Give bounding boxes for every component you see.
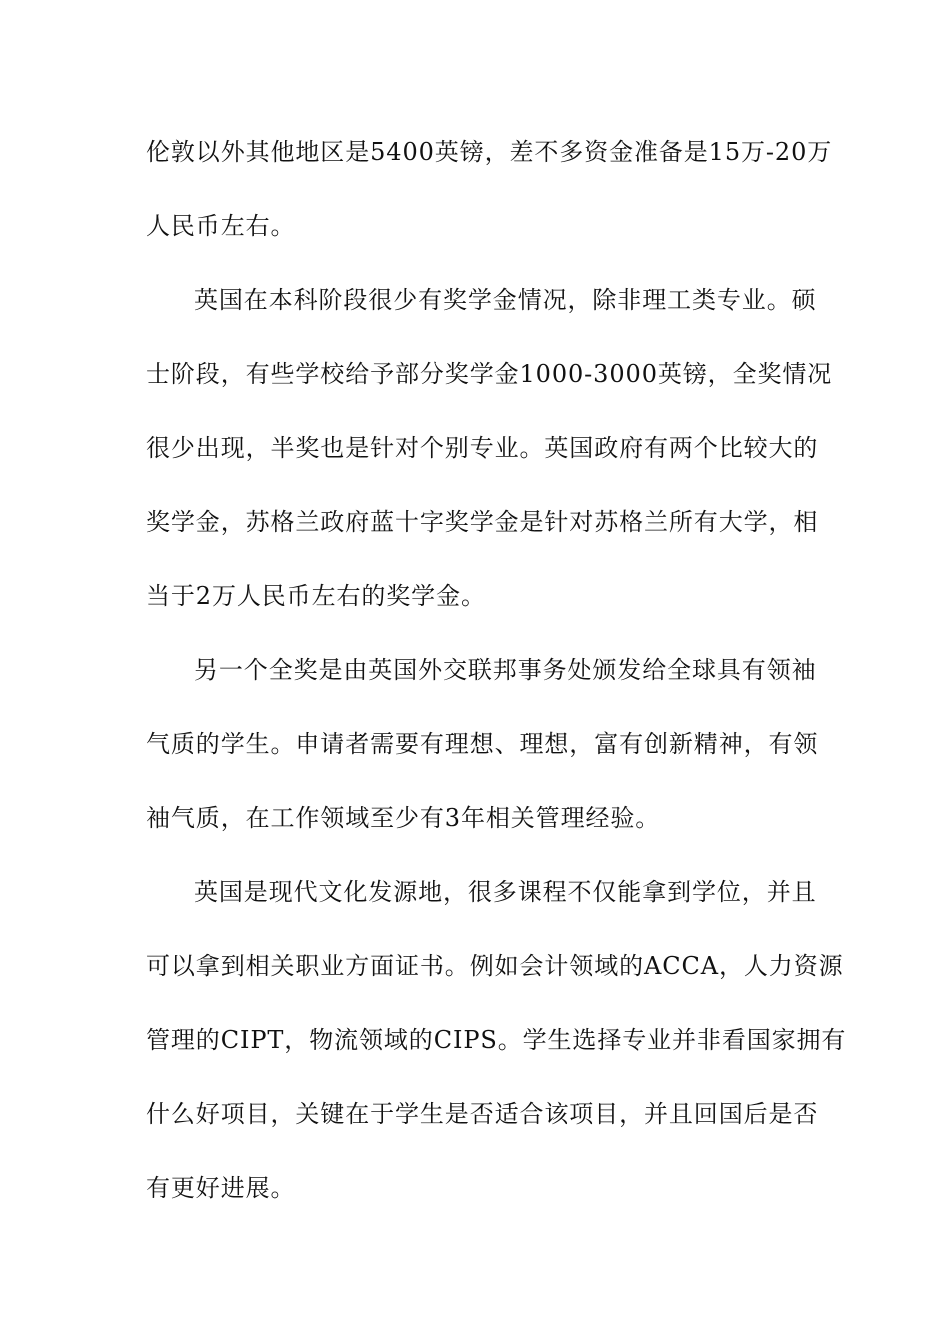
text-line: 很少出现，半奖也是针对个别专业。英国政府有两个比较大的 [146,434,819,462]
paragraph-first-line: 另一个全奖是由英国外交联邦事务处颁发给全球具有领袖 [194,656,817,684]
paragraph-first-line: 英国是现代文化发源地，很多课程不仅能拿到学位，并且 [194,878,817,906]
text-line: 士阶段，有些学校给予部分奖学金1000-3000英镑，全奖情况 [146,360,833,388]
text-line: 奖学金，苏格兰政府蓝十字奖学金是针对苏格兰所有大学，相 [146,508,819,536]
text-line: 伦敦以外其他地区是5400英镑，差不多资金准备是15万-20万 [146,138,833,166]
text-line: 袖气质，在工作领域至少有3年相关管理经验。 [146,804,661,832]
paragraph-first-line: 英国在本科阶段很少有奖学金情况，除非理工类专业。硕 [194,286,817,314]
text-line: 管理的CIPT，物流领域的CIPS。学生选择专业并非看国家拥有 [146,1026,847,1054]
text-line: 人民币左右。 [146,212,296,240]
text-line: 可以拿到相关职业方面证书。例如会计领域的ACCA，人力资源 [146,952,844,980]
text-line: 当于2万人民币左右的奖学金。 [146,582,486,610]
text-line: 有更好进展。 [146,1174,296,1202]
text-line: 气质的学生。申请者需要有理想、理想，富有创新精神，有领 [146,730,819,758]
text-line: 什么好项目，关键在于学生是否适合该项目，并且回国后是否 [146,1100,819,1128]
